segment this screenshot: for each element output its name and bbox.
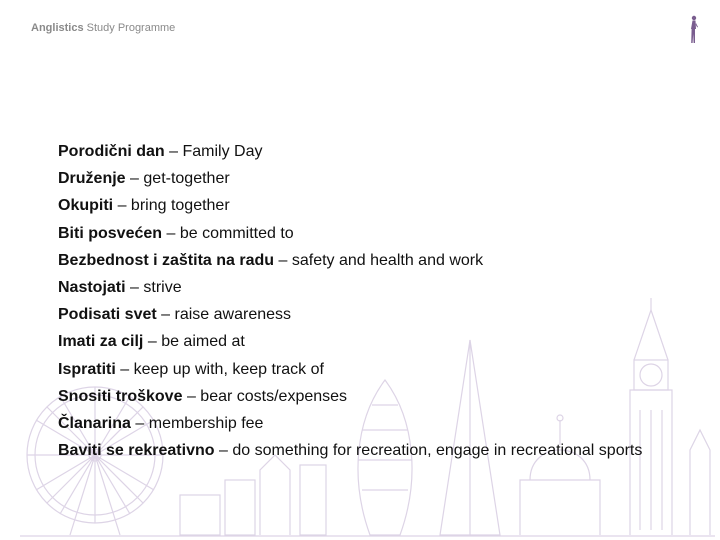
translation: bear costs/expenses xyxy=(200,387,348,405)
list-item xyxy=(58,279,698,297)
vocabulary-list xyxy=(58,143,698,469)
list-item xyxy=(58,333,698,351)
translation: bring together xyxy=(130,197,230,215)
list-item xyxy=(58,442,698,460)
dash: – xyxy=(218,442,228,460)
term: Bezbednost i zaštita na radu xyxy=(58,251,275,269)
standing-figure-icon xyxy=(686,15,700,45)
term: Porodični dan xyxy=(58,143,165,160)
dash: – xyxy=(169,143,179,160)
dash: – xyxy=(278,251,288,269)
dash: – xyxy=(135,414,145,432)
translation: be aimed at xyxy=(161,333,245,351)
dash: – xyxy=(161,306,171,324)
term: Okupiti xyxy=(58,197,114,215)
dash: – xyxy=(166,224,176,242)
list-item xyxy=(58,197,698,215)
list-item xyxy=(58,415,698,433)
list-item xyxy=(58,170,698,188)
list-item xyxy=(58,388,698,406)
translation: membership fee xyxy=(148,414,264,432)
list-item xyxy=(58,361,698,379)
translation: safety and health and work xyxy=(291,251,484,269)
translation: strive xyxy=(143,278,182,296)
header xyxy=(31,22,175,34)
translation: keep up with, keep track of xyxy=(133,360,324,378)
term: Snositi troškove xyxy=(58,387,183,405)
header-brand: Anglistics xyxy=(31,22,84,34)
list-item xyxy=(58,252,698,270)
term: Podisati svet xyxy=(58,306,157,324)
dash: – xyxy=(120,360,130,378)
term: Ispratiti xyxy=(58,360,116,378)
dash: – xyxy=(147,333,157,351)
list-item xyxy=(58,306,698,324)
term: Biti posvećen xyxy=(58,224,163,242)
term: Nastojati xyxy=(58,278,126,296)
translation: do something for recreation, engage in recreational sports xyxy=(232,442,643,460)
translation: raise awareness xyxy=(174,306,292,324)
dash: – xyxy=(117,197,127,215)
dash: – xyxy=(186,387,196,405)
translation: Family Day xyxy=(182,143,263,160)
term: Baviti se rekreativno xyxy=(58,442,215,460)
term: Imati za cilj xyxy=(58,333,144,351)
list-item xyxy=(58,143,698,161)
header-subtitle: Study Programme xyxy=(86,22,176,34)
translation: be committed to xyxy=(179,224,294,242)
term: Druženje xyxy=(58,170,126,188)
dash: – xyxy=(130,170,139,188)
term: Članarina xyxy=(58,414,131,432)
translation: get-together xyxy=(143,170,230,188)
dash: – xyxy=(130,278,139,296)
list-item xyxy=(58,225,698,243)
